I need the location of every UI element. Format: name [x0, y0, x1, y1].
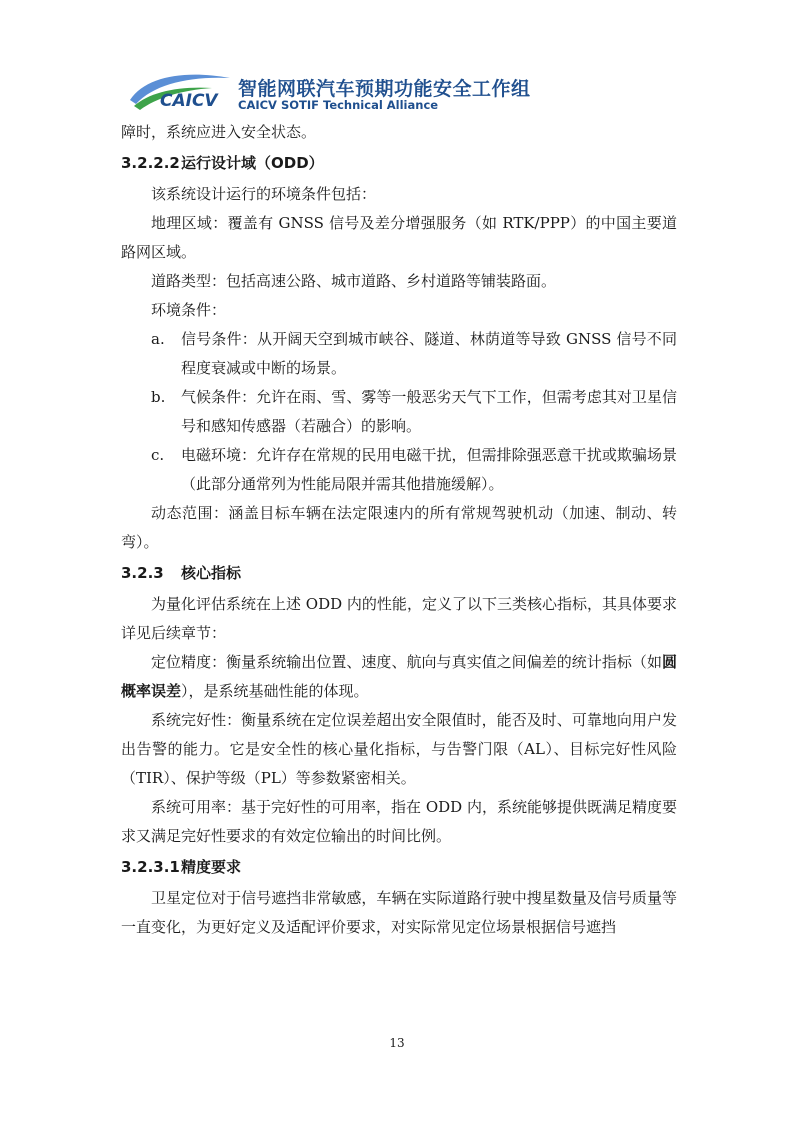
paragraph: 该系统设计运行的环境条件包括： [151, 185, 377, 203]
section-heading-odd [121, 147, 677, 180]
paragraph-env: 环境条件： [151, 301, 227, 319]
list-item [121, 441, 677, 499]
paragraph-geo-area: 地理区域：覆盖有 GNSS 信号及差分增强服务（如 RTK/PPP）的中国主要道路网区域。 [121, 214, 677, 261]
list-text: 气候条件：允许在雨、雪、雾等一般恶劣天气下工作，但需考虑其对卫星信号和感知传感器（若融合）的影响。 [181, 388, 677, 435]
section-number: 3.2.2.2 [121, 154, 180, 172]
paragraph-road-type: 道路类型：包括高速公路、城市道路、乡村道路等铺装路面。 [151, 272, 557, 290]
page-number: 13 [389, 1036, 405, 1050]
paragraph-availability: 系统可用率：基于完好性的可用率，指在 ODD 内，系统能够提供既满足精度要求又满足完好性要求的有效定位输出的时间比例。 [121, 798, 677, 845]
document-body [121, 118, 677, 942]
section-title: 核心指标 [181, 564, 242, 582]
list-label: c. [151, 446, 165, 464]
section-number: 3.2.3.1 [121, 858, 180, 876]
caicv-logo-icon [126, 70, 234, 114]
logo-title-en: CAICV SOTIF Technical Alliance [238, 98, 439, 112]
paragraph-continued: 障时，系统应进入安全状态。 [121, 123, 317, 141]
page-header [126, 70, 686, 120]
list-text: 电磁环境：允许存在常规的民用电磁干扰，但需排除强恶意干扰或欺骗场景（此部分通常列为性能局限并需其他措施缓解）。 [181, 446, 677, 493]
section-heading-accuracy-req [121, 851, 677, 884]
list-text: 信号条件：从开阔天空到城市峡谷、隧道、林荫道等导致 GNSS 信号不同程度衰减或中断的场景。 [181, 330, 677, 377]
section-title: 精度要求 [181, 858, 242, 876]
section-title: 运行设计域（ODD） [181, 154, 324, 172]
logo-mark-text: CAICV [160, 91, 218, 111]
paragraph: 卫星定位对于信号遮挡非常敏感，车辆在实际道路行驶中搜星数量及信号质量等一直变化，为更好定义及适配评价要求，对实际常见定位场景根据信号遮挡 [121, 889, 677, 936]
logo-title-cn: 智能网联汽车预期功能安全工作组 [238, 78, 531, 100]
paragraph: 为量化评估系统在上述 ODD 内的性能，定义了以下三类核心指标，其具体要求详见后续章节： [121, 595, 677, 642]
list-item [121, 325, 677, 383]
text-run: ），是系统基础性能的体现。 [181, 682, 369, 700]
section-heading-core-metrics [121, 557, 677, 590]
list-label: a. [151, 330, 165, 348]
text-run: 定位精度：衡量系统输出位置、速度、航向与真实值之间偏差的统计指标（如 [151, 653, 662, 671]
bold-term: 圆概率误差 [121, 653, 677, 700]
section-number: 3.2.3 [121, 564, 164, 582]
list-label: b. [151, 388, 166, 406]
paragraph-integrity: 系统完好性：衡量系统在定位误差超出安全限值时，能否及时、可靠地向用户发出告警的能力。它是安全性的核心量化指标，与告警门限（AL）、目标完好性风险（TIR）、保护等级（PL）等参数紧密相关。 [121, 711, 677, 787]
paragraph-dynamic-range: 动态范围：涵盖目标车辆在法定限速内的所有常规驾驶机动（加速、制动、转弯）。 [121, 504, 677, 551]
paragraph-accuracy [121, 648, 677, 706]
list-item [121, 383, 677, 441]
